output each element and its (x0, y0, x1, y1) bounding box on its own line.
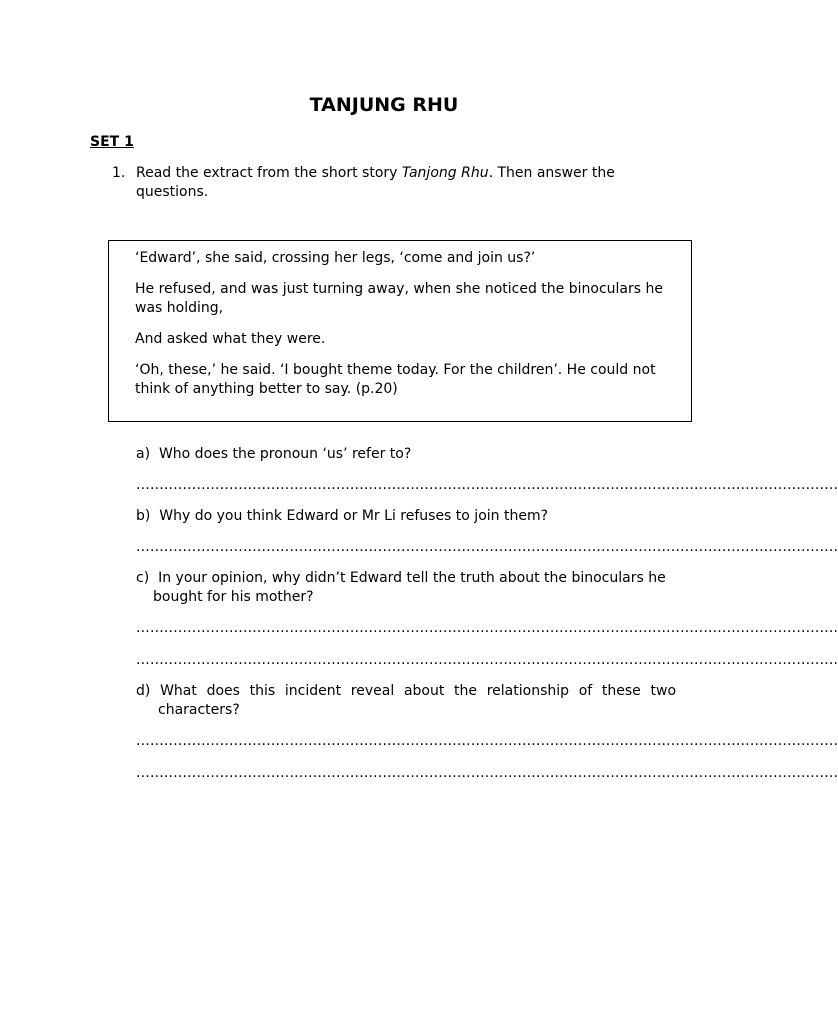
question-label: c) (136, 570, 150, 586)
question-text-block (136, 682, 676, 720)
extract-paragraph: He refused, and was just turning away, when she noticed the binoculars he was holding, (135, 281, 663, 316)
question-label: d) (136, 683, 151, 699)
extract-content (135, 249, 665, 411)
question-b (136, 507, 676, 526)
question-text: Why do you think Edward or Mr Li refuses to join them? (159, 508, 549, 524)
instruction-number: 1. (112, 165, 126, 181)
question-d (136, 682, 676, 720)
question-text-block (136, 445, 676, 464)
answer-line[interactable]: ....................................................................................................................................................... (136, 477, 838, 493)
answer-line[interactable]: ....................................................................................................................................................... (136, 539, 838, 555)
question-text-block (136, 569, 676, 607)
extract-paragraph: ‘Edward’, she said, crossing her legs, ‘come and join us?’ (135, 250, 536, 266)
answer-line[interactable]: ....................................................................................................................................................... (136, 765, 838, 781)
question-text: What does this incident reveal about the relationship of these two characters? (158, 683, 677, 718)
question-text: Who does the pronoun ‘us’ refer to? (158, 446, 412, 462)
extract-paragraph: ‘Oh, these,’ he said. ‘I bought theme today. For the children’. He could not think of anything better to say. (p.20) (135, 362, 656, 397)
story-title: Tanjong Rhu (401, 165, 489, 181)
instruction-text-before: Read the extract from the short story (136, 165, 402, 181)
question-c (136, 569, 676, 607)
set-heading: SET 1 (90, 134, 134, 150)
page-title: TANJUNG RHU (309, 94, 459, 116)
answer-line[interactable]: ....................................................................................................................................................... (136, 620, 838, 636)
questions-list (136, 445, 838, 783)
question-text-block (136, 507, 676, 526)
question-label: b) (136, 508, 151, 524)
instruction-text (136, 164, 632, 202)
question-label: a) (136, 446, 151, 462)
answer-line[interactable]: ....................................................................................................................................................... (136, 652, 838, 668)
instruction (112, 164, 632, 202)
instruction-text-after: . Then answer the questions. (136, 165, 615, 200)
question-a (136, 445, 676, 464)
answer-line[interactable]: ....................................................................................................................................................... (136, 733, 838, 749)
extract-box (108, 240, 692, 422)
question-text: In your opinion, why didn’t Edward tell the truth about the binoculars he bought for his mother? (153, 570, 666, 605)
extract-paragraph: And asked what they were. (135, 331, 326, 347)
